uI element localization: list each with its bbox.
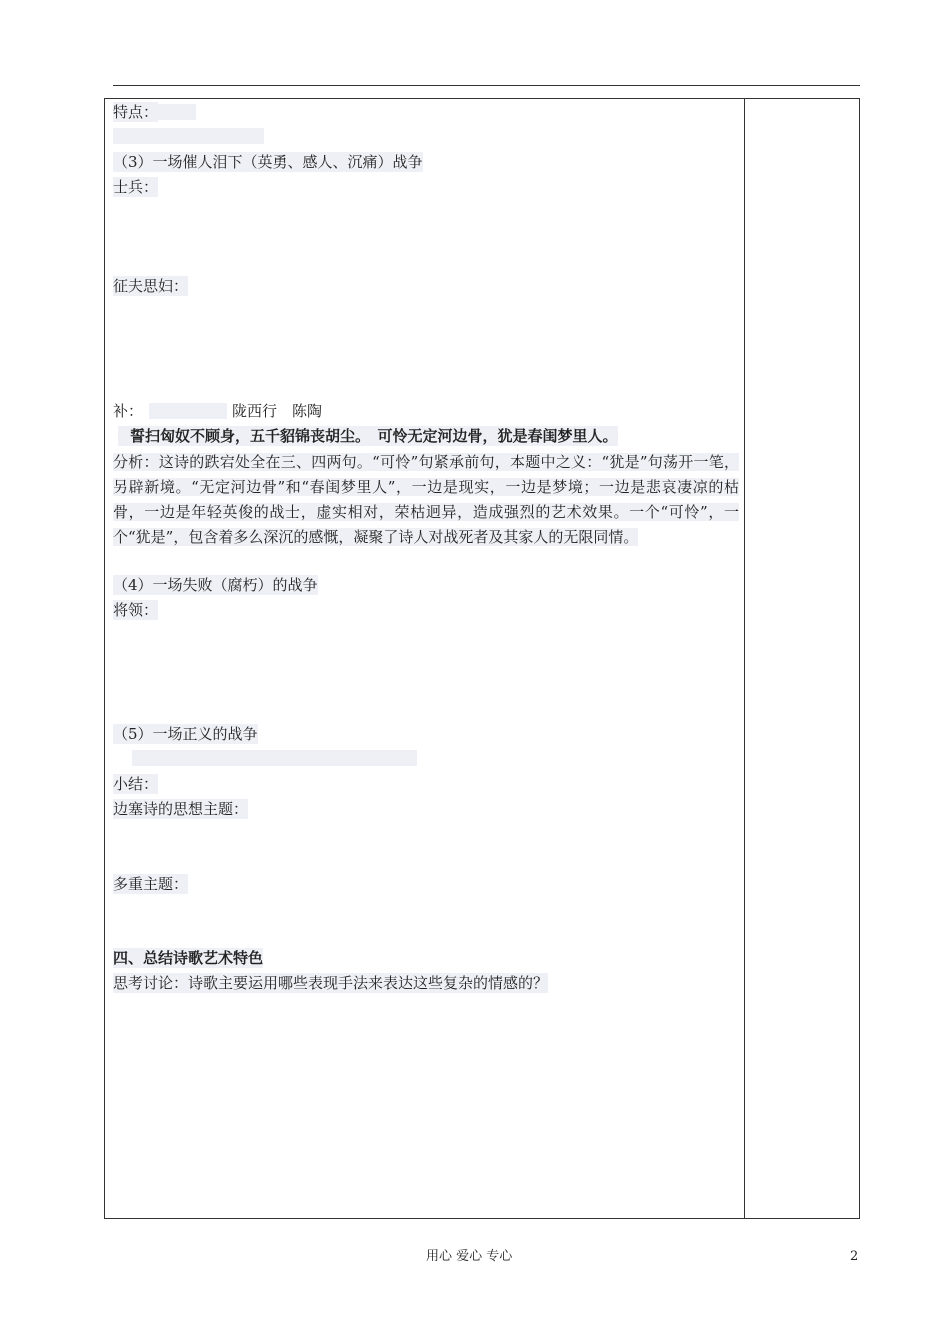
poem-title: 陇西行 陈陶 [232, 402, 323, 420]
blank-fill-line [113, 128, 264, 144]
header-rule [113, 85, 860, 86]
general-label: 将领： [113, 601, 159, 619]
page-number: 2 [850, 1249, 859, 1264]
poem-text: 誓扫匈奴不顾身，五千貂锦丧胡尘。 可怜无定河边骨，犹是春闺梦里人。 [118, 426, 618, 446]
notes-column-divider [744, 98, 745, 1219]
blank-fill-line [149, 403, 227, 419]
multi-theme-label: 多重主题： [113, 875, 189, 893]
war-type-4: （4）一场失败（腐朽）的战争 [113, 576, 318, 594]
wife-label: 征夫思妇： [113, 277, 189, 295]
features-label: 特点： [113, 103, 159, 121]
supplement-label: 补： [113, 402, 144, 420]
war-type-3: （3）一场催人泪下（英勇、感人、沉痛）战争 [113, 153, 423, 171]
soldier-label: 士兵： [113, 178, 159, 196]
blank-fill-line [158, 104, 196, 120]
war-type-5: （5）一场正义的战争 [113, 725, 258, 743]
footer-motto: 用心 爱心 专心 [426, 1249, 513, 1264]
analysis-text: 分析：这诗的跌宕处全在三、四两句。“可怜”句紧承前句，本题中之义：“犹是”句荡开一笔，另辟新境。“无定河边骨”和“春闺梦里人”，一边是现实，一边是梦境；一边是悲哀凄凉的枯骨，一边是年轻英俊的战士，虚实相对，荣枯迥异，造成强烈的艺术效果。一个“可怜”，一个“犹是”，包含着多么深沉的感慨，凝聚了诗人对战死者及其家人的无限同情。 [113, 453, 739, 546]
blank-fill-line [132, 750, 417, 766]
worksheet-table [104, 98, 860, 1219]
discussion-question: 思考讨论：诗歌主要运用哪些表现手法来表达这些复杂的情感的？ [113, 974, 549, 992]
section-heading: 四、总结诗歌艺术特色 [113, 949, 264, 967]
summary-label: 小结： [113, 775, 159, 793]
analysis-paragraph [113, 450, 739, 550]
theme-label: 边塞诗的思想主题： [113, 800, 249, 818]
